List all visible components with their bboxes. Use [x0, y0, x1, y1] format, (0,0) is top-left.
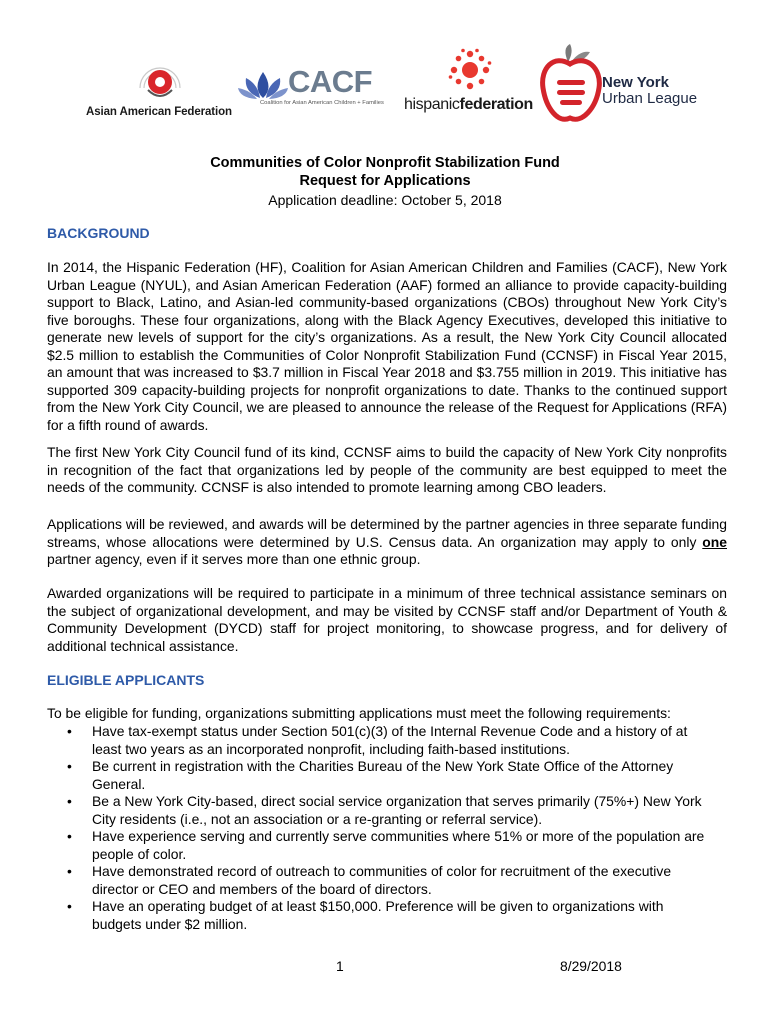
background-paragraph-1: In 2014, the Hispanic Federation (HF), Coalition for Asian American Children and Families (CACF), New York Urban League (NYUL), and Asian American Federation (AAF) formed an alliance to provide capacity-building support to Black, Latino, and Asian-led community-based organizations (CBOs) throughout New York City’s five boroughs. These four organizations, along with the Black Agency Executives, developed this initiative to generate new levels of support for the city’s organizations. As a result, the New York City Council allocated $2.5 million to establish the Communities of Color Nonprofit Stabilization Fund (CCNSF) in Fiscal Year 2015, an amount that was increased to $3.7 million in Fiscal Year 2018 and $3.755 million in 2019. This initiative has supported 309 capacity-building projects for nonprofit organizations to date. Thanks to the continued support from the New York City Council, we are pleased to announce the release of the Request for Applications (RFA) for a fifth round of awards. — [47, 259, 727, 433]
lotus-icon — [238, 70, 288, 100]
footer-date: 8/29/2018 — [560, 958, 622, 974]
nyul-line1: New York — [602, 74, 669, 91]
hf-word-light: hispanic — [404, 96, 460, 113]
document-subtitle: Request for Applications — [299, 173, 471, 189]
list-item: • Have demonstrated record of outreach to communities of color for recruitment of the executive director or CEO and members of the board of directors. — [47, 863, 727, 898]
list-item: • Have experience serving and currently serve communities where 51% or more of the population are people of color. — [47, 828, 727, 863]
list-item: • Be a New York City-based, direct social service organization that serves primarily (75%+) New York City residents (i.e., not an association or a re-granting or referral service). — [47, 793, 727, 828]
background-heading: BACKGROUND — [47, 225, 150, 241]
eligibility-requirements-list — [47, 723, 727, 933]
apple-icon — [540, 44, 602, 126]
aaf-logo — [86, 58, 236, 124]
background-paragraph-3 — [47, 516, 727, 569]
hf-word-bold: federation — [459, 96, 533, 113]
page-number: 1 — [336, 958, 344, 974]
p3-text-after: partner agency, even if it serves more than one ethnic group. — [47, 551, 421, 567]
application-deadline: Application deadline: October 5, 2018 — [268, 192, 502, 208]
hispanic-federation-logo — [404, 48, 544, 124]
partner-logos — [0, 44, 770, 124]
p3-emphasis: one — [702, 533, 727, 550]
nyul-line2: Urban League — [602, 90, 698, 107]
aaf-emblem-icon — [134, 58, 186, 104]
list-item: • Have an operating budget of at least $150,000. Preference will be given to organizations with budgets under $2 million. — [47, 898, 727, 933]
background-paragraph-4: Awarded organizations will be required to participate in a minimum of three technical assistance seminars on the subject of organizational development, and may be visited by CCNSF staff and/or Department of Youth & Community Development (DYCD) staff for project monitoring, to showcase progress, and for delivery of additional technical assistance. — [47, 585, 727, 654]
eligibility-intro: To be eligible for funding, organizations submitting applications must meet the following requirements: — [47, 705, 671, 721]
eligible-applicants-heading: ELIGIBLE APPLICANTS — [47, 672, 205, 688]
hf-burst-icon — [448, 48, 492, 94]
cacf-subtitle: Coalition for Asian American Children + Families — [260, 100, 384, 106]
list-item: • Have tax-exempt status under Section 501(c)(3) of the Internal Revenue Code and a history of at least two years as an incorporated nonprofit, including faith-based institutions. — [47, 723, 727, 758]
list-item: • Be current in registration with the Charities Bureau of the New York State Office of the Attorney General. — [47, 758, 727, 793]
aaf-name: Asian American Federation — [86, 106, 232, 118]
nyul-logo — [540, 44, 700, 126]
p3-text-before: Applications will be reviewed, and awards will be determined by the partner agencies in three separate funding streams, whose allocations were determined by U.S. Census data. An organization may apply to only — [47, 516, 727, 550]
cacf-logo — [238, 64, 398, 124]
document-title: Communities of Color Nonprofit Stabilization Fund — [210, 155, 560, 171]
cacf-wordmark: CACF — [288, 64, 373, 99]
background-paragraph-2: The first New York City Council fund of its kind, CCNSF aims to build the capacity of New York City nonprofits in recognition of the fact that organizations led by people of the community are best equipped to meet the needs of the community. CCNSF is also intended to promote learning among CBO leaders. — [47, 444, 727, 495]
hf-wordmark — [404, 96, 533, 114]
